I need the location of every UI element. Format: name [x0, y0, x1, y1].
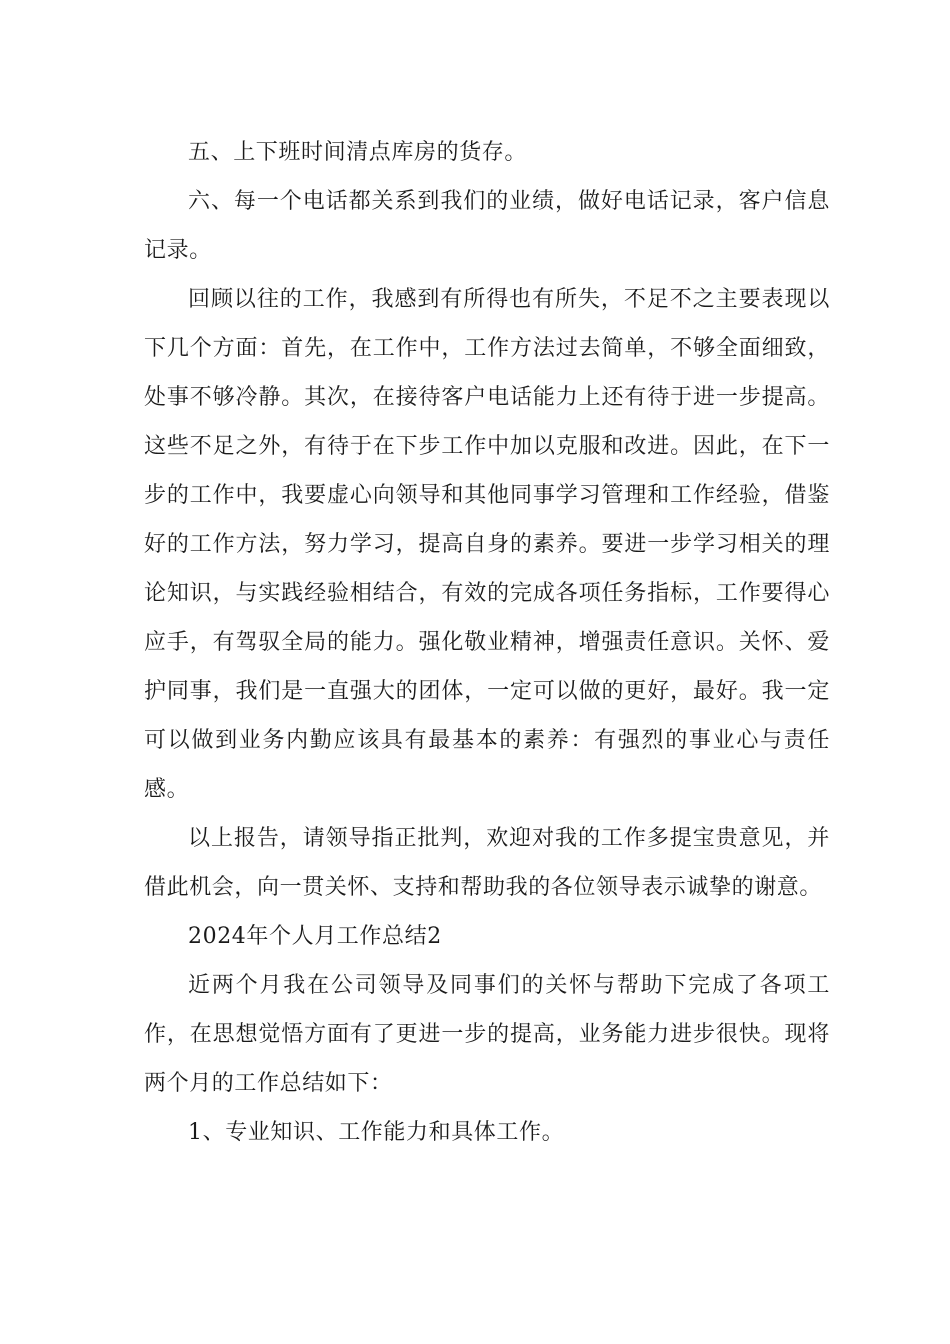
document-body: [144, 128, 830, 1157]
paragraph-item-5: 五、上下班时间清点库房的货存。: [188, 140, 528, 165]
section-heading: 2024年个人月工作总结2: [188, 924, 442, 949]
paragraph-item-6: 六、每一个电话都关系到我们的业绩，做好电话记录，客户信息记录。: [144, 189, 830, 263]
paragraph-intro: 近两个月我在公司领导及同事们的关怀与帮助下完成了各项工作，在思想觉悟方面有了更进一步的提高，业务能力进步很快。现将两个月的工作总结如下：: [144, 973, 830, 1096]
paragraph-list-item-1: 1、专业知识、工作能力和具体工作。: [188, 1120, 565, 1145]
paragraph-closing: 以上报告，请领导指正批判，欢迎对我的工作多提宝贵意见，并借此机会，向一贯关怀、支持和帮助我的各位领导表示诚挚的谢意。: [144, 826, 830, 900]
paragraph-review: 回顾以往的工作，我感到有所得也有所失，不足不之主要表现以下几个方面：首先，在工作中，工作方法过去简单，不够全面细致，处事不够冷静。其次，在接待客户电话能力上还有待于进一步提高。这些不足之外，有待于在下步工作中加以克服和改进。因此，在下一步的工作中，我要虚心向领导和其他同事学习管理和工作经验，借鉴好的工作方法，努力学习，提高自身的素养。要进一步学习相关的理论知识，与实践经验相结合，有效的完成各项任务指标，工作要得心应手，有驾驭全局的能力。强化敬业精神，增强责任意识。关怀、爱护同事，我们是一直强大的团体，一定可以做的更好，最好。我一定可以做到业务内勤应该具有最基本的素养：有强烈的事业心与责任感。: [144, 287, 830, 802]
